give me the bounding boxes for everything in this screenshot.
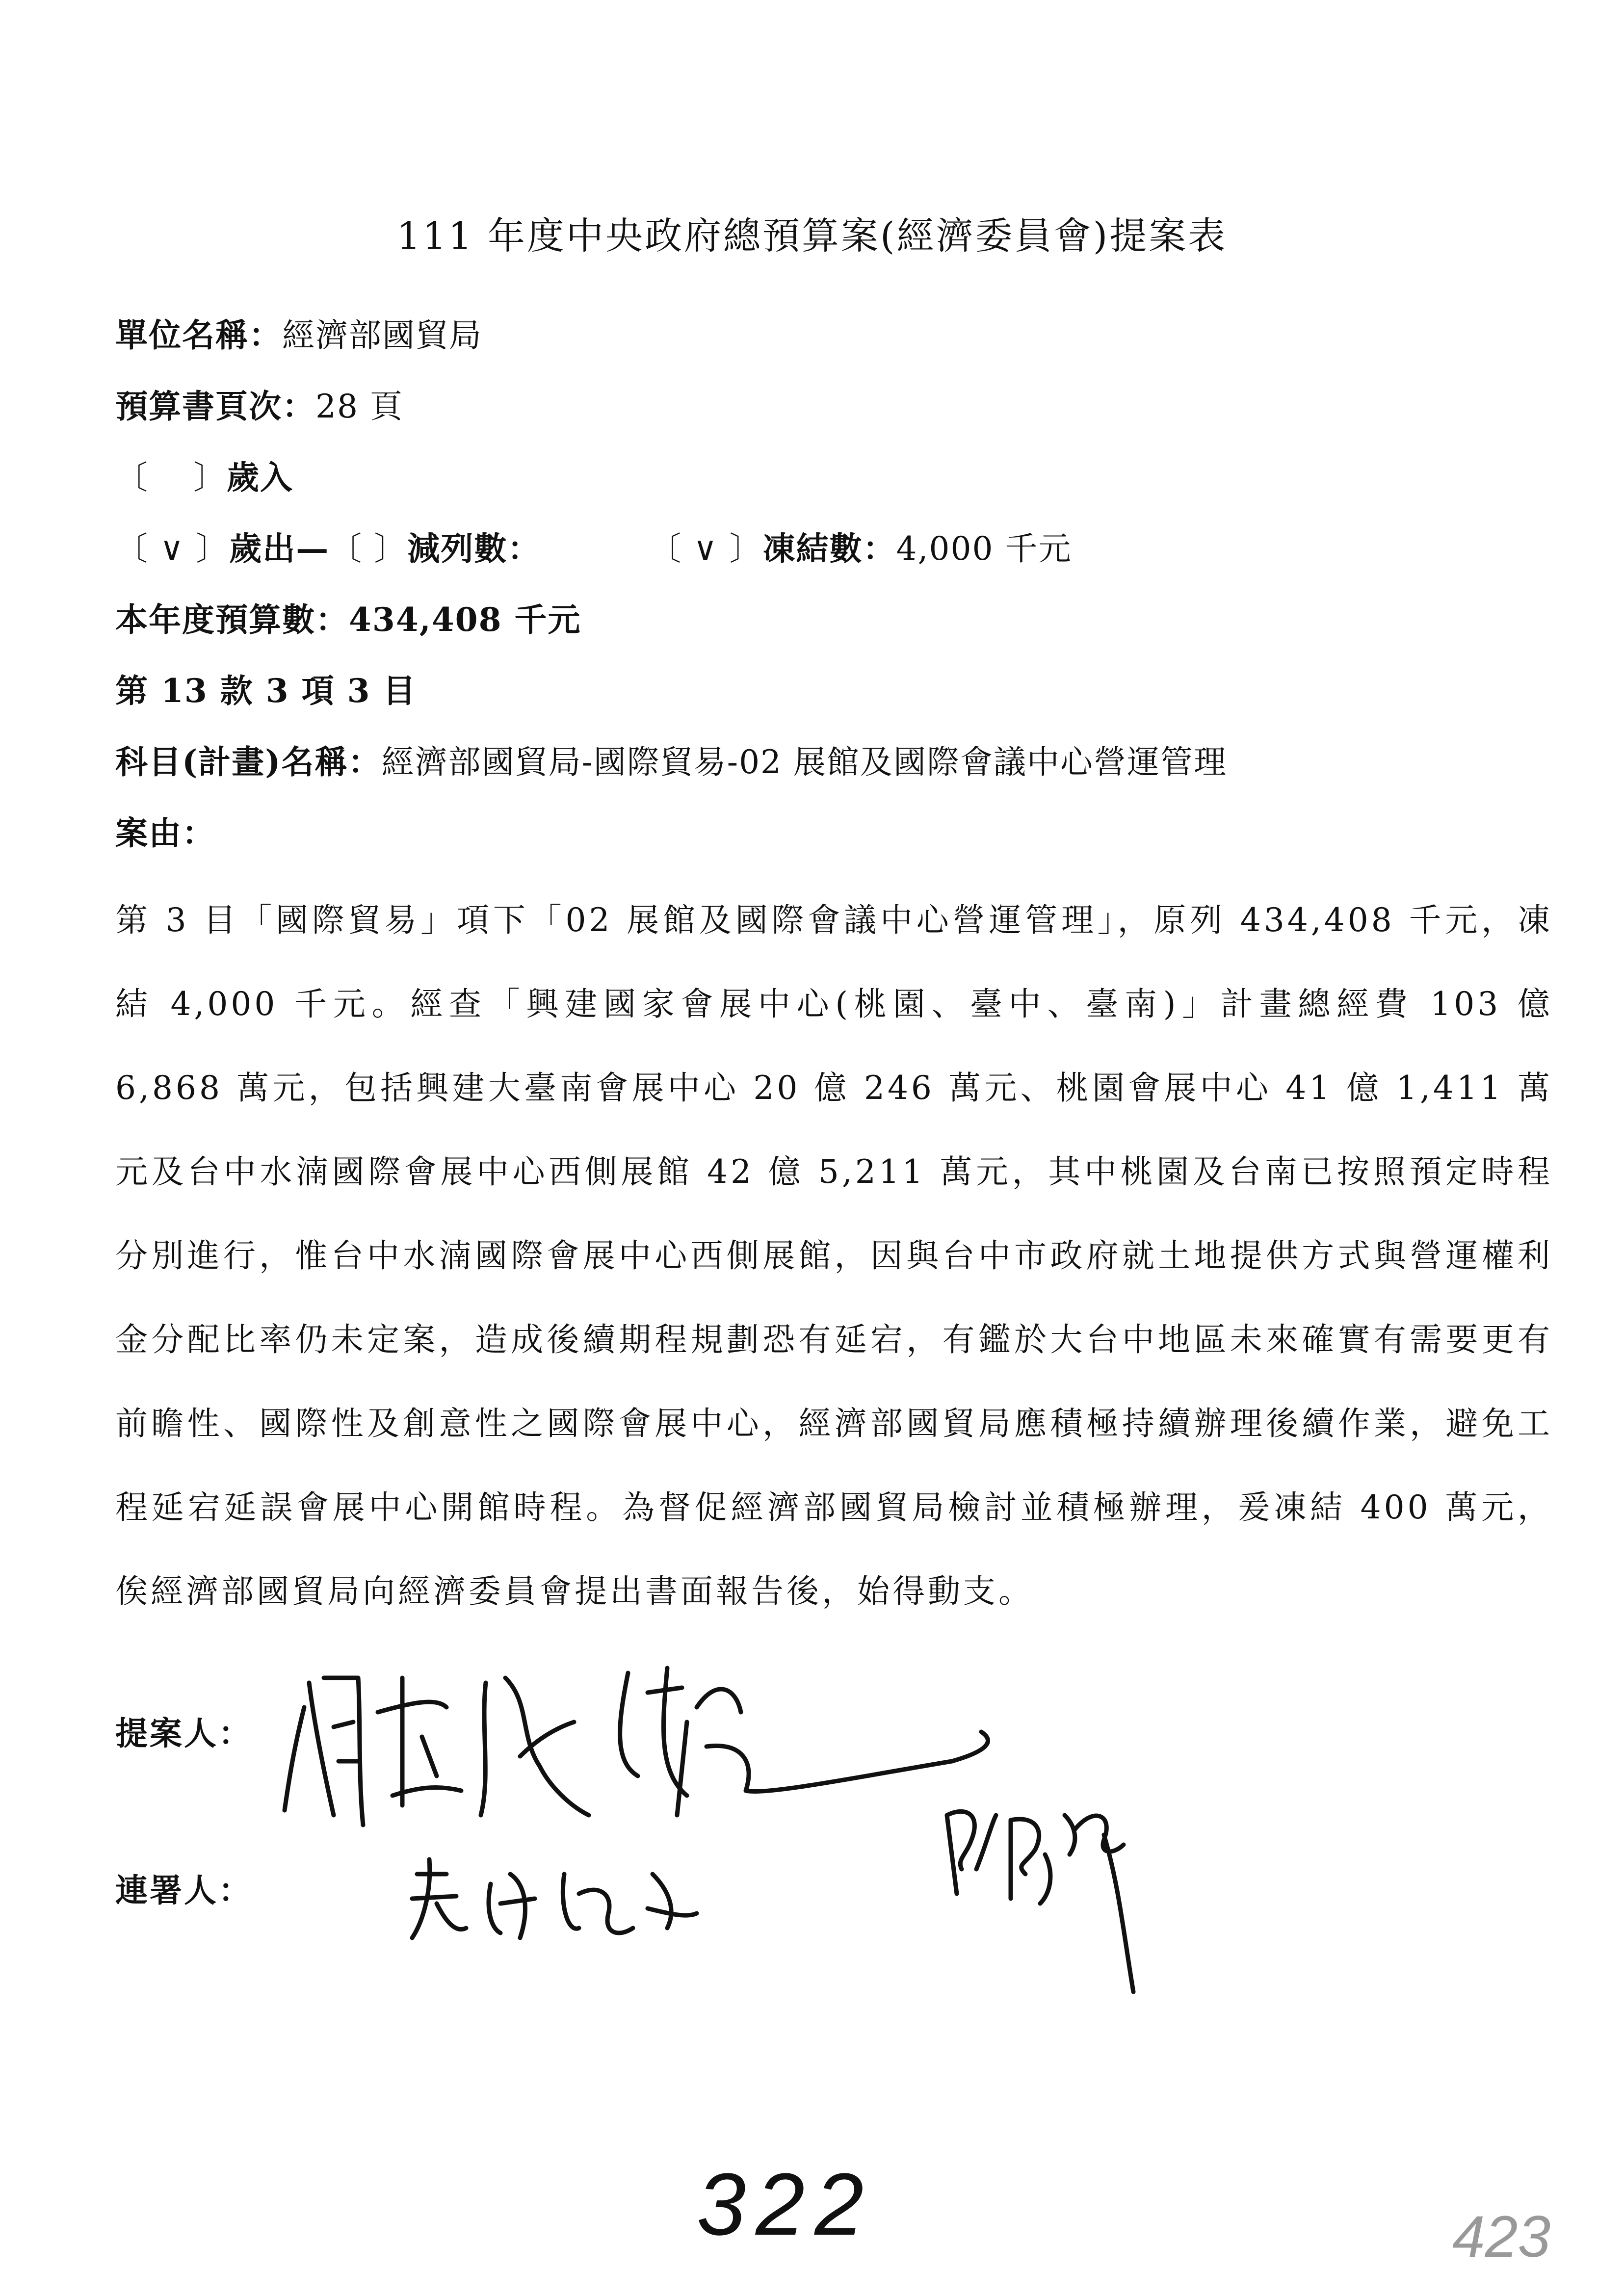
freeze-checkbox[interactable]: 〔 ∨ 〕 (649, 530, 763, 568)
item-reference: 第 13 款 3 項 3 目 (115, 672, 417, 710)
reduce-checkbox[interactable]: 〔 〕 (329, 530, 408, 568)
unit-value: 經濟部國貿局 (282, 316, 482, 354)
freeze-label: 凍結數： (762, 529, 896, 568)
cosigner-label: 連署人： (115, 1871, 253, 1909)
unit-row (115, 309, 482, 356)
cosigner-signature-1 (402, 1854, 707, 1953)
revenue-label: 歲入 (226, 458, 293, 496)
subject-row (115, 736, 1227, 783)
reason-text: 第 3 目「國際貿易」項下「02 展館及國際會議中心營運管理」，原列 434,408 千元，凍結 4,000 千元。經查「興建國家會展中心(桃園、臺中、臺南)」計畫總經費 103 億 6,868 萬元，包括興建大臺南會展中心 20 億 246 萬元、桃園會展中心 41 億 1,411 萬元及台中水湳國際會展中心西側展館 42 億 5,211 萬元，其中桃園及台南已按照預定時程分別進行，惟台中水湳國際會展中心西側展館，因與台中市政府就土地提供方式與營運權利金分配比率仍未定案，造成後續期程規劃恐有延宕，有鑑於大台中地區未來確實有需要更有前瞻性、國際性及創意性之國際會展中心，經濟部國貿局應積極持續辦理後續作業，避免工程延宕延誤會展中心開館時程。為督促經濟部國貿局檢討並積極辦理，爰凍結 400 萬元，俟經濟部國貿局向經濟委員會提出書面報告後，始得動支。 (115, 901, 1553, 1610)
annual-budget-label: 本年度預算數： (115, 600, 349, 639)
reason-label: 案由： (115, 814, 215, 852)
proposer-signature (275, 1648, 1011, 1854)
budget-page-value: 28 頁 (315, 388, 403, 425)
revenue-checkbox[interactable]: 〔 〕 (115, 459, 227, 496)
proposer-label: 提案人： (115, 1714, 253, 1752)
revenue-row (115, 451, 293, 498)
page-number: 322 (697, 2155, 874, 2254)
freeze-value: 4,000 千元 (896, 530, 1072, 568)
expense-label: 歲出— (229, 529, 330, 568)
annual-budget-row (115, 594, 581, 640)
subject-label: 科目(計畫)名稱： (115, 743, 382, 781)
budget-page-label: 預算書頁次： (115, 387, 315, 425)
subject-value: 經濟部國貿局-國際貿易-02 展館及國際會議中心營運管理 (381, 743, 1228, 781)
budget-page-row (115, 380, 403, 427)
expense-checkbox[interactable]: 〔 ∨ 〕 (115, 530, 230, 568)
cosigner-signature-2 (927, 1786, 1182, 2011)
page-number-secondary: 423 (1452, 2204, 1551, 2270)
annual-budget-value: 434,408 千元 (349, 600, 581, 639)
reduce-label: 減列數： (407, 529, 541, 568)
expense-row (115, 522, 1072, 569)
unit-label: 單位名稱： (115, 316, 282, 354)
document-title: 111 年度中央政府總預算案(經濟委員會)提案表 (396, 214, 1228, 258)
